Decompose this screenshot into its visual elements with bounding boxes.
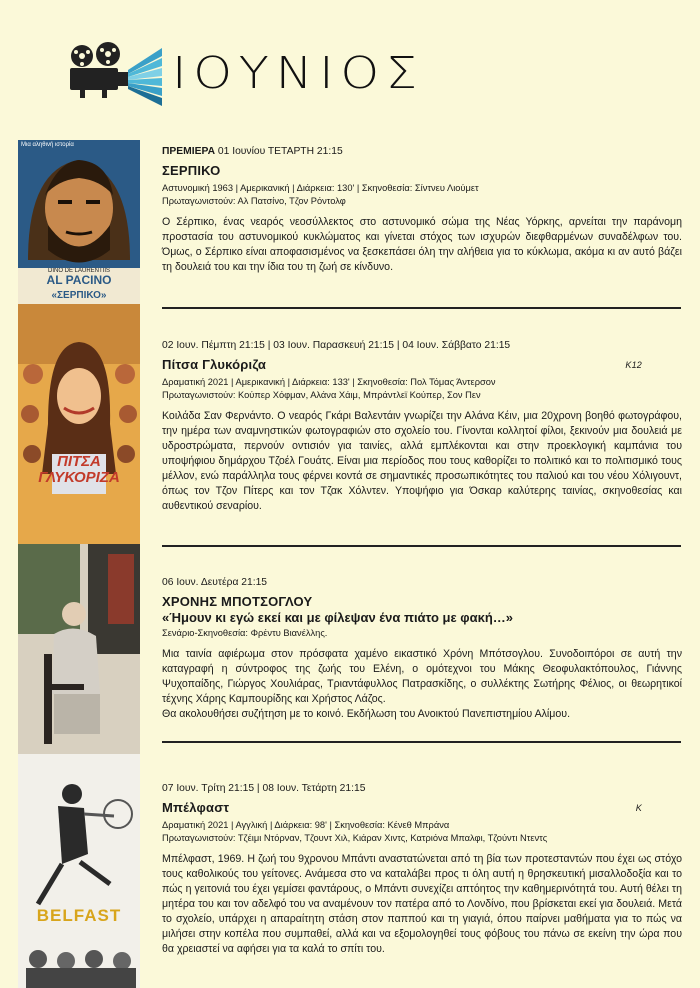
schedule [162, 145, 682, 159]
serpico-tagline: Μια αληθινή ιστορία [21, 142, 74, 148]
screening-licorice-pizza [162, 339, 682, 514]
film-details: Αστυνομική 1963 | Αμερικανική | Διάρκεια: 130' | Σκηνοθεσία: Σίντνευ Λιούμετ [162, 183, 479, 193]
screening-serpico [162, 145, 682, 275]
serpico-banner [18, 268, 140, 290]
age-rating: Κ [635, 803, 642, 813]
belfast-film-label: BELFAST [36, 906, 122, 925]
film-title-row [162, 358, 682, 372]
licorice-film-label: ΠΙΤΣΑ ΓΛΥΚΟΡΙΖΑ [38, 453, 120, 486]
serpico-actor: AL PACINO [46, 273, 112, 287]
belfast-illustration [18, 754, 140, 988]
divider [162, 741, 681, 743]
screening-belfast [162, 782, 682, 957]
film-subtitle: «Ήμουν κι εγώ εκεί και με φίλεψαν ένα πιάτο με φακή…» [162, 610, 513, 625]
divider [162, 545, 681, 547]
licorice-illustration [18, 304, 140, 544]
film-title: Πίτσα Γλυκόριζα [162, 357, 267, 372]
film-details: Δραματική 2021 | Αγγλική | Διάρκεια: 98' | Σκηνοθεσία: Κένεθ Μπράνα [162, 820, 450, 830]
film-title: Μπέλφαστ [162, 800, 230, 815]
serpico-film-title [18, 290, 140, 304]
film-credits: Σενάριο-Σκηνοθεσία: Φρέντυ Βιανέλλης. [162, 628, 328, 638]
film-title: ΣΕΡΠΙΚΟ [162, 163, 221, 178]
schedule: 07 Ιουν. Τρίτη 21:15 | 08 Ιουν. Τετάρτη 21:15 [162, 783, 366, 794]
film-description: Ο Σέρπικο, ένας νεαρός νεοσύλλεκτος στο αστυνομικό σώμα της Νέας Υόρκης, αρνείται την παράνομη προστασία του αστυνομικού κυκλώματος και γίνεται στόχος των ισχυρών διεφθαρμένων συναδέλφων του. Όμως, ο Σέρπικο είναι αποφασισμένος να ξεσκεπάσει όλη την αλήθεια για το κύκλωμα, ακόμα κι αν αυτό βάζει τη δουλειά του και την ίδια του τη ζωή σε κίνδυνο. [162, 216, 682, 273]
botsoglou-illustration [18, 544, 140, 754]
month-title: ΙΟΥΝΙΟΣ [172, 48, 424, 99]
film-cast: Πρωταγωνιστούν: Αλ Πατσίνο, Τζον Ρόντολφ [162, 196, 346, 206]
film-description: Μια ταινία αφιέρωμα στον πρόσφατα χαμένο εικαστικό Χρόνη Μπότσογλου. Συνοδοιπόροι σε αυτή την καταγραφή η σύντροφος της ζωής του Ελένη, ο ομότεχνοι του Μάκης Θεοφυλακτόπουλος, Γιάννης Ψυχοπαίδης, Γιώργος Χουλιάρας, Τριαντάφυλλος Πατρασκίδης, ο συλλέκτης Σωτήρης Φέλιος, οι θεωρητικοί τέχνης Χάρης Καμπουρίδης και Χρήστος Λάζος. [162, 648, 682, 705]
screening-botsoglou [162, 576, 682, 722]
premiere-label: ΠΡΕΜΙΕΡΑ [162, 146, 216, 157]
film-title: ΧΡΟΝΗΣ ΜΠΟΤΣΟΓΛΟΥ [162, 594, 313, 609]
schedule: 02 Ιουν. Πέμπτη 21:15 | 03 Ιουν. Παρασκευή 21:15 | 04 Ιουν. Σάββατο 21:15 [162, 340, 511, 351]
page-header [66, 40, 466, 110]
film-cast: Πρωταγωνιστούν: Τζέιμι Ντόρναν, Τζουντ Χιλ, Κιάραν Χιντς, Κατριόνα Μπαλφι, Τζούντι Ντεντς [162, 833, 548, 843]
serpico-film-label: «ΣΕΡΠΙΚΟ» [51, 290, 107, 301]
film-cast: Πρωταγωνιστούν: Κούπερ Χόφμαν, Αλάνα Χάιμ, Μπράντλεϊ Κούπερ, Σον Πεν [162, 390, 481, 400]
film-title-row [162, 801, 682, 815]
event-note: Θα ακολουθήσει συζήτηση με το κοινό. Εκδήλωση του Ανοικτού Πανεπιστημίου Αλίμου. [162, 708, 571, 720]
film-projector-icon [66, 40, 166, 110]
licorice-pizza-poster [18, 304, 140, 544]
film-description: Κοιλάδα Σαν Φερνάντο. Ο νεαρός Γκάρι Βαλεντάιν γνωρίζει την Αλάνα Κέιν, μια 20χρονη βοηθό φωτογράφου, την ημέρα των αναμνηστικών φωτογραφιών στο σχολείο του. Γίνονται κολλητοί φίλοι, ξεκινούν μια δουλειά με υδροστρώματα, περνούν οντισιόν για ταινίες, αλλά εμπλέκονται και στην προεκλογική καμπάνια του υποψήφιου δημάρχου Τζοέλ Γουάτς. Είναι μια περίοδος που τους καθορίζει το πολιτικό και το πολιτισμικό τους μέλλον, ενώ παράλληλα τους φέρνει κοντά σε σημαντικές προσωπικότητες του παλιού και του νέου Χόλιγουντ, όπως τον Τζον Πίτερς και τον Τζακ Χόλντεν. Υποψήφιο για Όσκαρ καλύτερης ταινίας, σκηνοθεσίας και αυθεντικού σεναρίου. [162, 410, 682, 512]
serpico-poster [18, 140, 140, 268]
schedule-text: 01 Ιουνίου ΤΕΤΑΡΤΗ 21:15 [215, 146, 343, 157]
belfast-poster [18, 754, 140, 988]
film-description: Μπέλφαστ, 1969. Η ζωή του 9χρονου Μπάντι αναστατώνεται από τη βία των προτεσταντών που έχει ως στόχο τους καθολικούς του γείτονες. Ανάμεσα στο να καταλάβει προς τι όλη αυτή η θρησκευτική μισαλλοδοξία και το πώς η γειτονιά του έχει γεμίσει φαντάρους, ο Μπάντι συνεχίζει απτόητος την καθημερινότητά του. Αυτή θέλει τη μητέρα του και τον αδελφό του να αναμένουν τον πατέρα από το Λονδίνο, που βρίσκεται εκεί για δουλειά. Μετά το σχολείο, υπάρχει η απαραίτητη στάση στον παππού και τη γιαγιά, όπου παίρνει μαθήματα για το πώς να μιλήσει στην κοπέλα που συμπαθεί, αλλά και να εξομολογηθεί τους φόβους του πάνω σε εκείνη την ώρα που θα χρειαστεί να αφήσει για τα καλά το σπίτι του. [162, 853, 682, 955]
age-rating: Κ12 [625, 360, 642, 370]
serpico-studio: DINO DE LAURENTIIS [47, 268, 110, 274]
serpico-face [18, 140, 140, 268]
divider [162, 307, 681, 309]
botsoglou-photo [18, 544, 140, 754]
schedule: 06 Ιουν. Δευτέρα 21:15 [162, 577, 268, 588]
film-details: Δραματική 2021 | Αμερικανική | Διάρκεια: 133' | Σκηνοθεσία: Πολ Τόμας Άντερσον [162, 377, 496, 387]
